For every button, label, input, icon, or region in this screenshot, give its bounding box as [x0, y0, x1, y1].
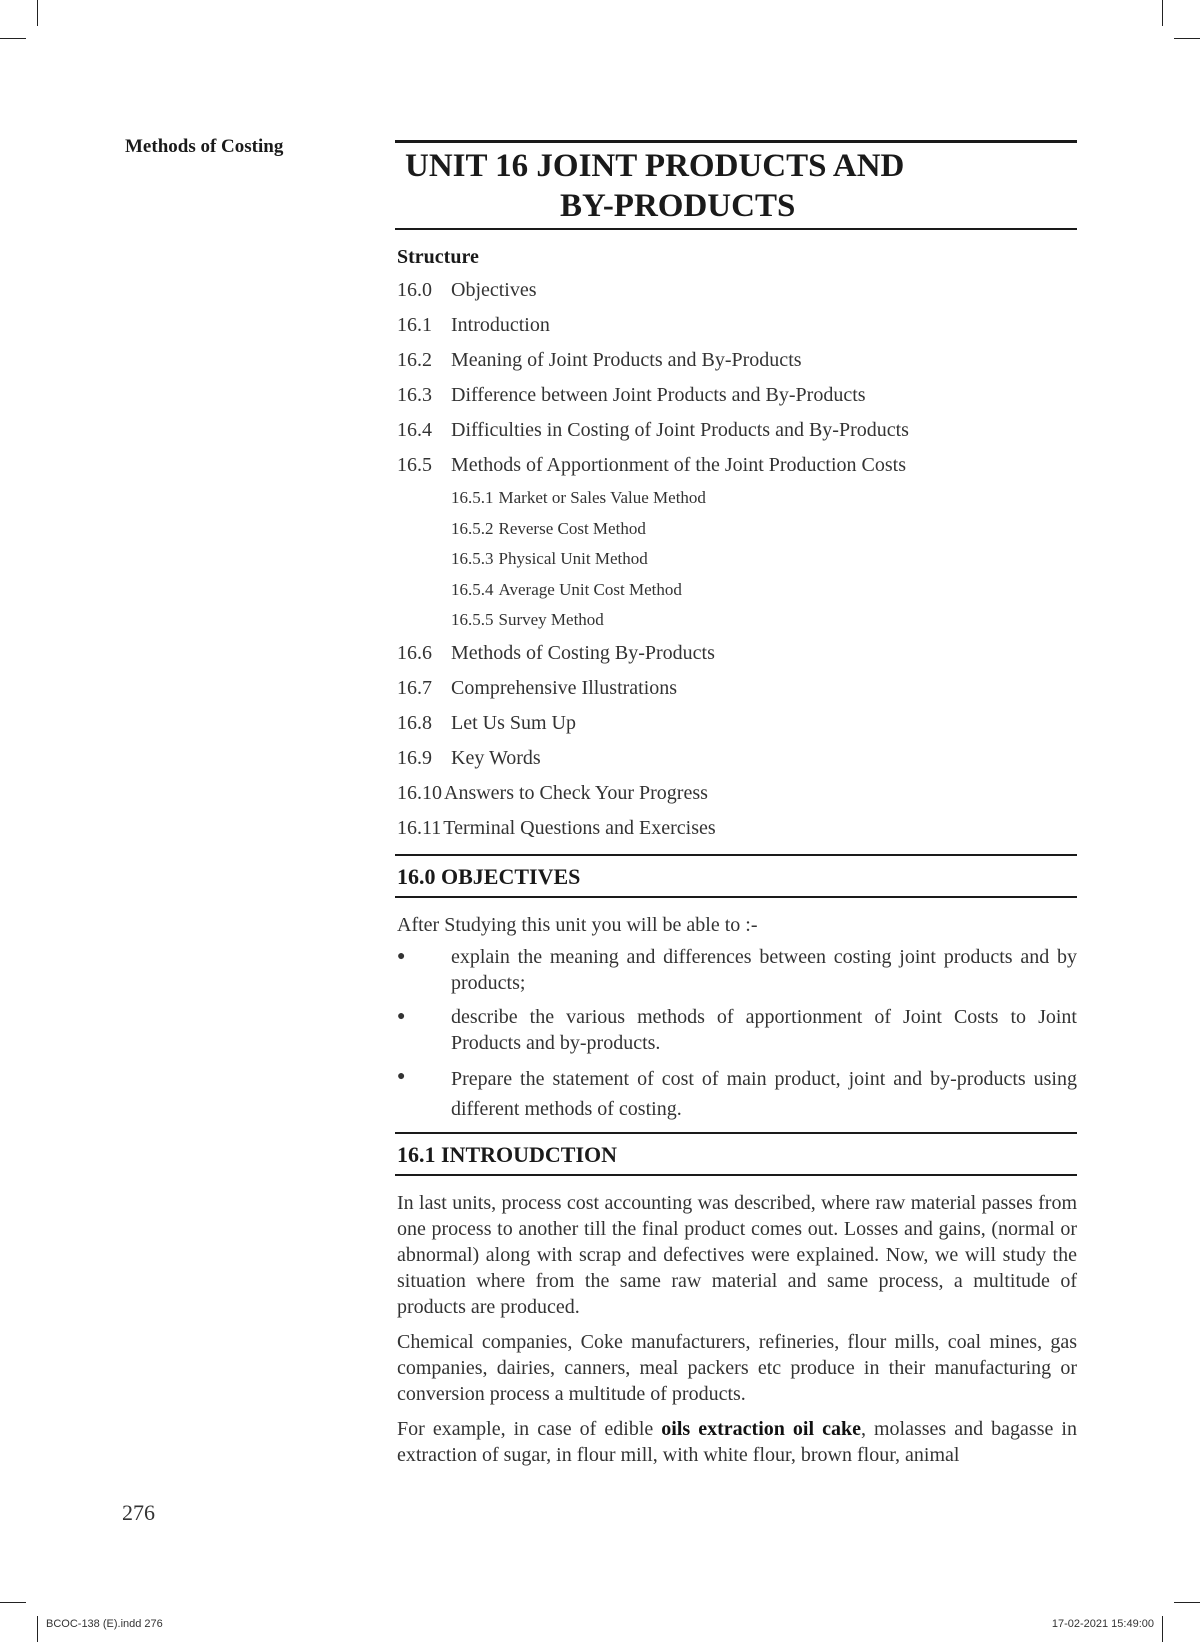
toc-text: Answers to Check Your Progress	[444, 781, 708, 804]
objectives-list	[395, 944, 1077, 1124]
paragraph-text: For example, in case of edible	[397, 1417, 662, 1440]
unit-title-line1: UNIT 16 JOINT PRODUCTS AND	[405, 148, 905, 184]
toc-text: Reverse Cost Method	[498, 518, 646, 538]
toc-text: Difficulties in Costing of Joint Products and By-Products	[451, 419, 909, 441]
toc-num: 16.6	[397, 641, 432, 664]
toc-text: Objectives	[451, 279, 537, 301]
unit-title	[405, 146, 1077, 226]
toc-item	[397, 343, 1077, 378]
toc-text: Methods of Costing By-Products	[451, 641, 715, 664]
structure-label: Structure	[397, 246, 479, 268]
toc-subitem	[397, 514, 1077, 545]
toc-text: Meaning of Joint Products and By-Products	[451, 349, 802, 371]
toc-num: 16.10	[397, 781, 442, 804]
toc-subitem	[397, 575, 1077, 606]
objectives-rule-bottom	[395, 896, 1077, 898]
toc-text: Key Words	[451, 746, 541, 769]
emphasis-text: oils extraction oil cake	[661, 1417, 861, 1440]
toc-text: Comprehensive Illustrations	[451, 676, 678, 699]
toc-subitem	[397, 544, 1077, 575]
toc-item	[397, 741, 1077, 776]
toc-item	[397, 636, 1077, 671]
toc-subitem	[397, 605, 1077, 636]
toc-num: 16.2	[397, 349, 432, 371]
toc-num: 16.4	[397, 419, 432, 441]
toc-num: 16.5.3	[451, 549, 494, 568]
crop-mark	[1162, 0, 1163, 26]
objective-text: explain the meaning and differences between costing joint products and by products;	[451, 945, 1077, 994]
title-rule-bottom	[395, 228, 1077, 230]
toc-num: 16.5.2	[451, 518, 494, 538]
page-number: 276	[122, 1500, 155, 1525]
introduction-heading: 16.1 INTROUDCTION	[397, 1141, 618, 1167]
toc-num: 16.5.5	[451, 610, 494, 629]
crop-mark	[37, 1616, 38, 1642]
toc-num: 16.3	[397, 384, 432, 406]
title-rule-top	[395, 140, 1077, 143]
toc-text: Market or Sales Value Method	[498, 488, 706, 507]
toc-num: 16.7	[397, 676, 432, 699]
table-of-contents	[397, 273, 1077, 846]
crop-mark	[0, 1602, 26, 1603]
toc-item	[397, 448, 1077, 483]
toc-num: 16.11	[397, 816, 442, 839]
introduction-rule-bottom	[395, 1174, 1077, 1176]
introduction-paragraph-1: In last units, process cost accounting was described, where raw material passes from one process to another till the final product comes out. Losses and gains, (normal or abnormal) along with scrap and defectives were explained. Now, we will study the situation where from the same raw material and same process, a multitude of products are produced.	[397, 1191, 1077, 1318]
objective-text: Prepare the statement of cost of main product, joint and by-products using different methods of costing.	[451, 1067, 1077, 1120]
toc-text: Difference between Joint Products and By-Products	[451, 384, 866, 406]
toc-num: 16.8	[397, 711, 432, 734]
objective-item	[395, 944, 1077, 996]
toc-num: 16.5	[397, 454, 432, 476]
toc-text: Average Unit Cost Method	[498, 579, 682, 599]
toc-item	[397, 273, 1077, 308]
toc-num: 16.0	[397, 279, 432, 301]
crop-mark	[37, 0, 38, 26]
objective-item	[395, 1064, 1077, 1124]
objectives-intro: After Studying this unit you will be able to :-	[397, 913, 758, 936]
toc-text: Physical Unit Method	[498, 549, 648, 568]
toc-subitem	[397, 483, 1077, 514]
main-column	[395, 140, 1077, 1468]
toc-item	[397, 413, 1077, 448]
bullet-icon: ●	[397, 1068, 406, 1084]
objective-text: describe the various methods of apportionment of Joint Costs to Joint Products and by-products.	[451, 1005, 1077, 1054]
slug-left: BCOC-138 (E).indd 276	[46, 1618, 163, 1630]
toc-text: Let Us Sum Up	[451, 711, 576, 734]
bullet-icon: ●	[397, 948, 406, 964]
crop-mark	[1174, 1602, 1200, 1603]
toc-item	[397, 706, 1077, 741]
toc-num: 16.5.4	[451, 579, 494, 599]
toc-item	[397, 811, 1077, 846]
introduction-paragraph-2: Chemical companies, Coke manufacturers, refineries, flour mills, coal mines, gas companies, dairies, canners, meal packers etc produce in their manufacturing or conversion process a multitude of products.	[397, 1330, 1077, 1405]
running-head: Methods of Costing	[125, 136, 284, 157]
toc-text: Survey Method	[498, 610, 604, 629]
toc-num: 16.5.1	[451, 488, 494, 507]
bullet-icon: ●	[397, 1008, 406, 1024]
toc-item	[397, 776, 1077, 811]
toc-item	[397, 378, 1077, 413]
toc-item	[397, 671, 1077, 706]
toc-text: Methods of Apportionment of the Joint Production Costs	[451, 454, 906, 476]
unit-title-line2: BY-PRODUCTS	[560, 188, 796, 224]
paragraph-text: , molasses and bagasse in extraction of sugar, in flour mill, with white flour, brown flour, animal	[397, 1417, 1077, 1466]
introduction-paragraph-3	[395, 1416, 1077, 1468]
toc-num: 16.1	[397, 314, 432, 336]
toc-item	[397, 308, 1077, 343]
crop-mark	[1174, 38, 1200, 39]
crop-mark	[1162, 1616, 1163, 1642]
slug-right: 17-02-2021 15:49:00	[1051, 1618, 1154, 1630]
objective-item	[395, 1004, 1077, 1056]
toc-text: Terminal Questions and Exercises	[443, 816, 716, 839]
crop-mark	[0, 38, 26, 39]
toc-text: Introduction	[451, 314, 550, 336]
toc-num: 16.9	[397, 746, 432, 769]
objectives-heading: 16.0 OBJECTIVES	[397, 863, 581, 889]
